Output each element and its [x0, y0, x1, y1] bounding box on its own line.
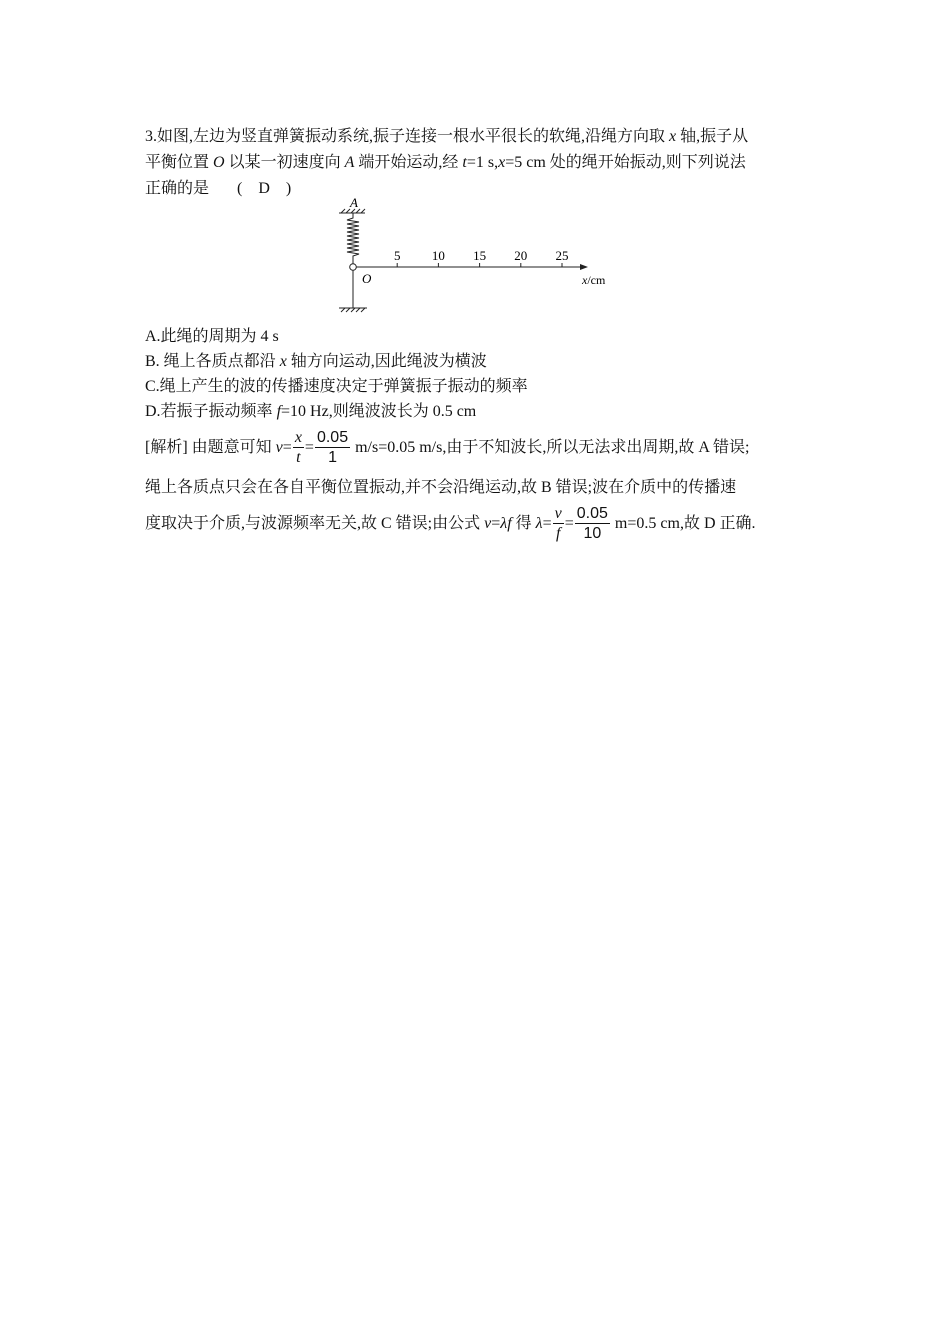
- question-line-1: 3.如图,左边为竖直弹簧振动系统,振子连接一根水平很长的软绳,沿绳方向取 x 轴,振子从: [145, 128, 749, 145]
- tick-label: 20: [514, 248, 528, 263]
- analysis-line-2: 绳上各质点只会在各自平衡位置振动,并不会沿绳运动,故 B 错误;波在介质中的传播速: [145, 479, 737, 496]
- fraction-005-over-1: $\frac{0.05}{1}$: [316, 428, 349, 466]
- tick-label: 15: [473, 248, 487, 263]
- axis-label: x/cm: [582, 273, 606, 287]
- tick-label: 5: [393, 248, 401, 263]
- spring-rope-figure: [330, 192, 620, 314]
- question-line-3: 正确的是 ( D ): [145, 180, 292, 197]
- bottom-support: [339, 308, 367, 312]
- question-number: 3: [145, 128, 153, 145]
- option-C: C.绳上产生的波的传播速度决定于弹簧振子振动的频率: [145, 378, 528, 395]
- x-axis-arrow: [580, 264, 588, 270]
- fraction-v-over-f: $\frac{v}{f}$: [554, 504, 562, 542]
- x-axis-ticks: [394, 248, 569, 267]
- fraction-005-over-10: $\frac{0.05}{10}$: [576, 504, 608, 542]
- tick-label: 10: [431, 248, 445, 263]
- option-D: D.若振子振动频率 f=10 Hz,则绳波波长为 0.5 cm: [145, 403, 477, 420]
- fraction-x-over-t: $\frac{x}{t}$: [294, 428, 302, 466]
- answer-choice: ( D ): [237, 180, 292, 197]
- option-A: A.此绳的周期为 4 s: [145, 328, 279, 345]
- tick-label: 25: [555, 248, 569, 263]
- question-line-2: 平衡位置 O 以某一初速度向 A 端开始运动,经 t=1 s,x=5 cm 处的绳开始振动,则下列说法: [145, 154, 746, 171]
- analysis-line-3: 度取决于介质,与波源频率无关,故 C 错误;由公式 v=λf 得 λ= $\frac{v}{f}$ = $\frac{0.05}{10}$ m=0.5 cm,故 D 正确.: [145, 504, 756, 542]
- label-O: O: [362, 271, 372, 286]
- spring: [347, 213, 359, 264]
- option-B: B. 绳上各质点都沿 x 轴方向运动,因此绳波为横波: [145, 353, 487, 370]
- oscillator-ball: [350, 264, 357, 271]
- label-A: A: [350, 195, 358, 210]
- analysis-line-1: [解析] 由题意可知 v= $\frac{x}{t}$ = $\frac{0.05}{1}$ m/s=0.05 m/s,由于不知波长,所以无法求出周期,故 A 错误;: [145, 428, 750, 466]
